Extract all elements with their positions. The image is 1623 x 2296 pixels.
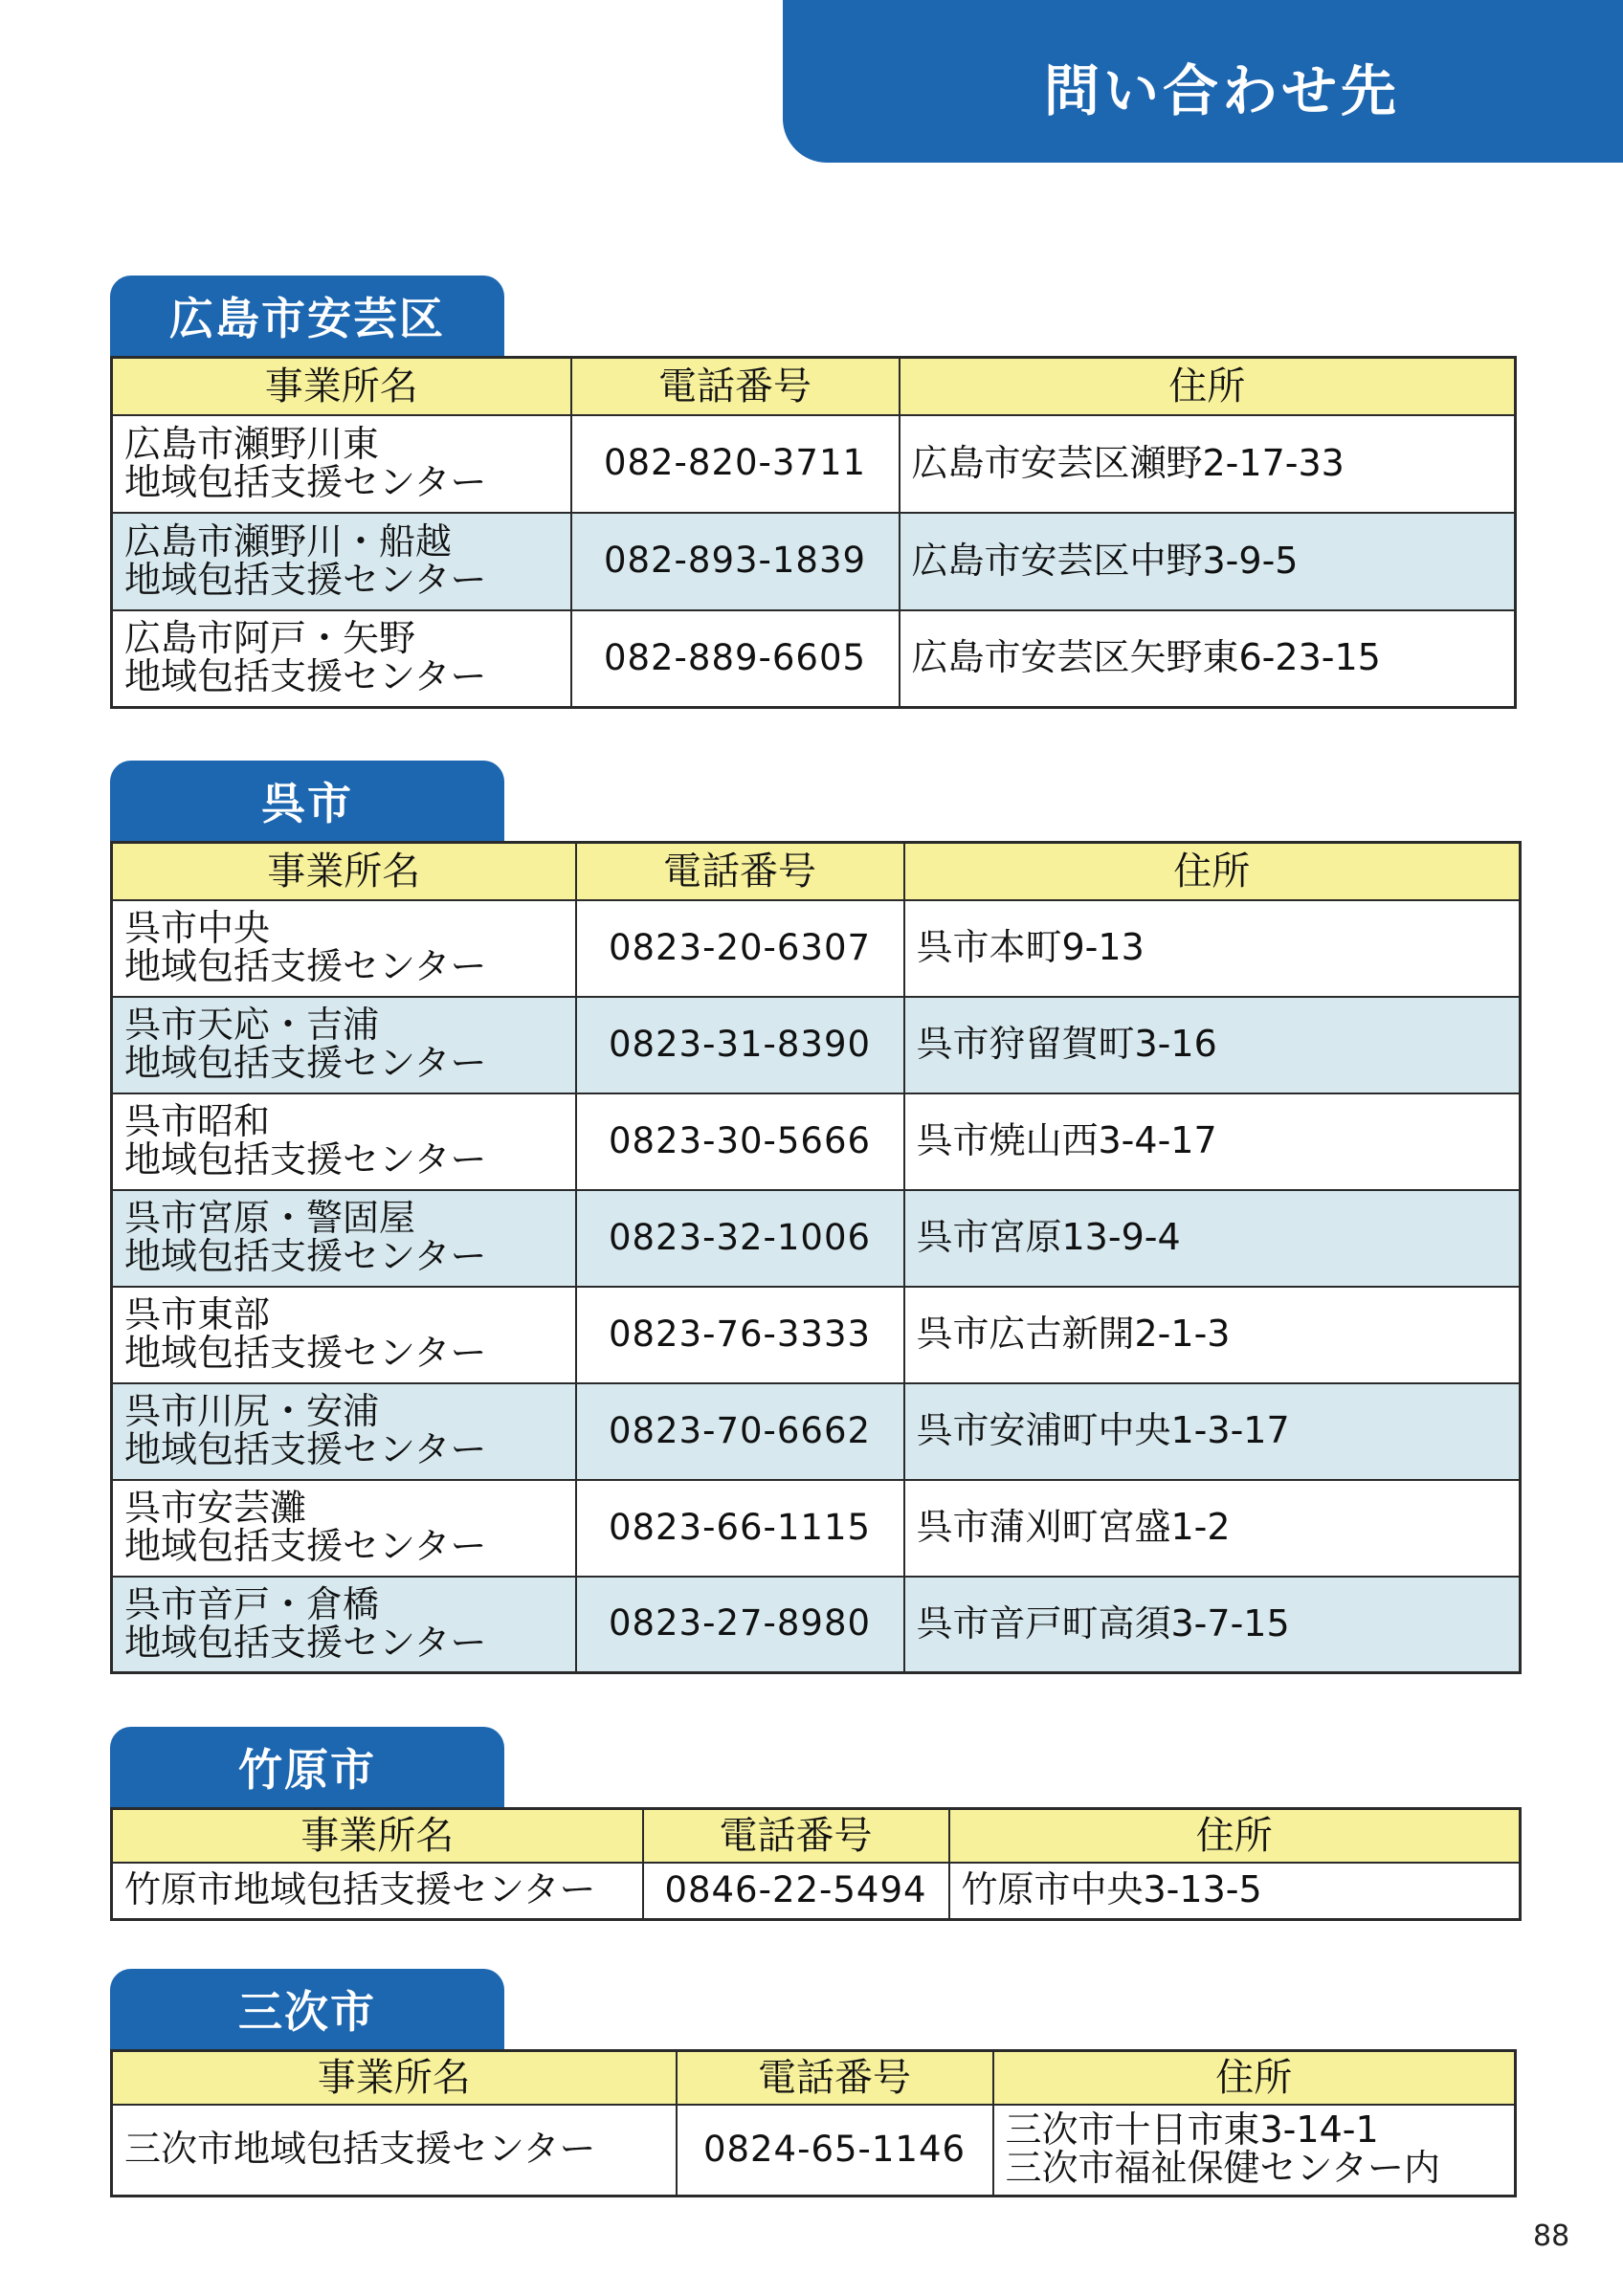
contact-table [110, 2049, 1517, 2197]
table-row [112, 1190, 1521, 1287]
page-header [783, 0, 1623, 163]
address [900, 610, 1516, 708]
office-name-line: 地域包括支援センター [124, 1332, 487, 1374]
phone-number: 0823-30-5666 [576, 1093, 904, 1190]
office-name [112, 1287, 576, 1383]
section-miyoshi [110, 1969, 1517, 2197]
col-header-name: 事業所名 [112, 2051, 677, 2105]
phone-number: 082-820-3711 [571, 415, 900, 513]
phone-number: 0823-32-1006 [576, 1190, 904, 1287]
page-title: 問い合わせ先 [1043, 58, 1400, 123]
phone-number: 0823-27-8980 [576, 1577, 904, 1673]
office-name [112, 1383, 576, 1480]
col-header-name: 事業所名 [112, 1809, 643, 1863]
phone-number: 0823-70-6662 [576, 1383, 904, 1480]
office-name-line: 呉市中央 [124, 907, 271, 950]
office-name-line: 地域包括支援センター [124, 945, 487, 987]
table-row [112, 2105, 1516, 2197]
address [904, 900, 1521, 997]
address-line: 三次市十日市東3-14-1 [1005, 2108, 1379, 2152]
col-header-name: 事業所名 [112, 358, 571, 415]
section-title: 竹原市 [110, 1727, 504, 1807]
contact-table [110, 1807, 1522, 1921]
office-name [112, 1190, 576, 1287]
address [904, 1383, 1521, 1480]
office-name [112, 1863, 643, 1920]
office-name-line: 呉市宮原・警固屋 [124, 1197, 416, 1240]
office-name-line: 地域包括支援センター [124, 1621, 487, 1664]
office-name [112, 415, 571, 513]
table-row [112, 1287, 1521, 1383]
office-name [112, 1480, 576, 1577]
table-row [112, 1093, 1521, 1190]
office-name-line: 地域包括支援センター [124, 1525, 487, 1567]
col-header-address: 住所 [993, 2051, 1516, 2105]
table-row [112, 997, 1521, 1093]
col-header-tel: 電話番号 [571, 358, 900, 415]
phone-number: 0823-76-3333 [576, 1287, 904, 1383]
address-line: 竹原市中央3-13-5 [961, 1868, 1262, 1911]
office-name-line: 三次市地域包括支援センター [124, 2128, 596, 2171]
table-row [112, 1480, 1521, 1577]
address [904, 1190, 1521, 1287]
contact-table [110, 356, 1517, 709]
phone-number: 0823-20-6307 [576, 900, 904, 997]
office-name-line: 広島市瀬野川東 [124, 422, 380, 465]
office-name-line: 地域包括支援センター [124, 558, 487, 601]
office-name [112, 513, 571, 610]
office-name [112, 1093, 576, 1190]
section-title: 三次市 [110, 1969, 504, 2049]
address-line: 広島市安芸区瀬野2-17-33 [911, 441, 1345, 484]
col-header-tel: 電話番号 [643, 1809, 949, 1863]
office-name-line: 地域包括支援センター [124, 655, 487, 698]
section-title: 広島市安芸区 [110, 276, 504, 356]
office-name-line: 呉市音戸・倉橋 [124, 1582, 380, 1625]
address [904, 997, 1521, 1093]
phone-number: 0846-22-5494 [643, 1863, 949, 1920]
address-line: 呉市焼山西3-4-17 [916, 1119, 1217, 1162]
address-line: 三次市福祉保健センター内 [1005, 2147, 1440, 2190]
office-name-line: 地域包括支援センター [124, 1428, 487, 1470]
address-line: 呉市広古新開2-1-3 [916, 1313, 1231, 1356]
office-name [112, 900, 576, 997]
address-line: 呉市狩留賀町3-16 [916, 1023, 1217, 1066]
section-kure [110, 761, 1522, 1674]
office-name [112, 2105, 677, 2197]
address [900, 415, 1516, 513]
address [904, 1577, 1521, 1673]
page-number: 88 [1533, 2219, 1570, 2253]
office-name-line: 呉市安芸灘 [124, 1487, 307, 1530]
section-title: 呉市 [110, 761, 504, 841]
office-name-line: 呉市川尻・安浦 [124, 1390, 380, 1433]
table-row [112, 1383, 1521, 1480]
address-line: 広島市安芸区矢野東6-23-15 [911, 636, 1381, 679]
address [904, 1287, 1521, 1383]
table-row [112, 900, 1521, 997]
col-header-name: 事業所名 [112, 843, 576, 900]
office-name-line: 呉市昭和 [124, 1100, 271, 1143]
office-name-line: 竹原市地域包括支援センター [124, 1868, 596, 1911]
office-name-line: 地域包括支援センター [124, 460, 487, 503]
col-header-address: 住所 [949, 1809, 1521, 1863]
address [949, 1863, 1521, 1920]
contact-table [110, 841, 1522, 1674]
table-row [112, 513, 1516, 610]
table-row [112, 1577, 1521, 1673]
col-header-address: 住所 [900, 358, 1516, 415]
phone-number: 0823-31-8390 [576, 997, 904, 1093]
address-line: 呉市音戸町高須3-7-15 [916, 1601, 1290, 1645]
address-line: 呉市本町9-13 [916, 926, 1145, 969]
table-row [112, 1863, 1521, 1920]
address [900, 513, 1516, 610]
address [904, 1093, 1521, 1190]
phone-number: 0824-65-1146 [677, 2105, 993, 2197]
office-name-line: 地域包括支援センター [124, 1235, 487, 1277]
table-row [112, 415, 1516, 513]
phone-number: 082-893-1839 [571, 513, 900, 610]
address [904, 1480, 1521, 1577]
section-aki-ku [110, 276, 1517, 709]
col-header-tel: 電話番号 [677, 2051, 993, 2105]
office-name-line: 地域包括支援センター [124, 1138, 487, 1181]
office-name-line: 広島市阿戸・矢野 [124, 617, 416, 660]
section-takehara [110, 1727, 1522, 1921]
address-line: 呉市宮原13-9-4 [916, 1216, 1181, 1259]
office-name-line: 広島市瀬野川・船越 [124, 519, 453, 563]
phone-number: 0823-66-1115 [576, 1480, 904, 1577]
table-row [112, 610, 1516, 708]
address [993, 2105, 1516, 2197]
office-name [112, 997, 576, 1093]
phone-number: 082-889-6605 [571, 610, 900, 708]
office-name [112, 1577, 576, 1673]
address-line: 呉市蒲刈町宮盛1-2 [916, 1506, 1231, 1549]
address-line: 呉市安浦町中央1-3-17 [916, 1409, 1290, 1452]
office-name-line: 呉市天応・吉浦 [124, 1004, 380, 1047]
col-header-address: 住所 [904, 843, 1521, 900]
col-header-tel: 電話番号 [576, 843, 904, 900]
office-name-line: 地域包括支援センター [124, 1042, 487, 1084]
office-name [112, 610, 571, 708]
address-line: 広島市安芸区中野3-9-5 [911, 539, 1299, 582]
office-name-line: 呉市東部 [124, 1293, 271, 1336]
